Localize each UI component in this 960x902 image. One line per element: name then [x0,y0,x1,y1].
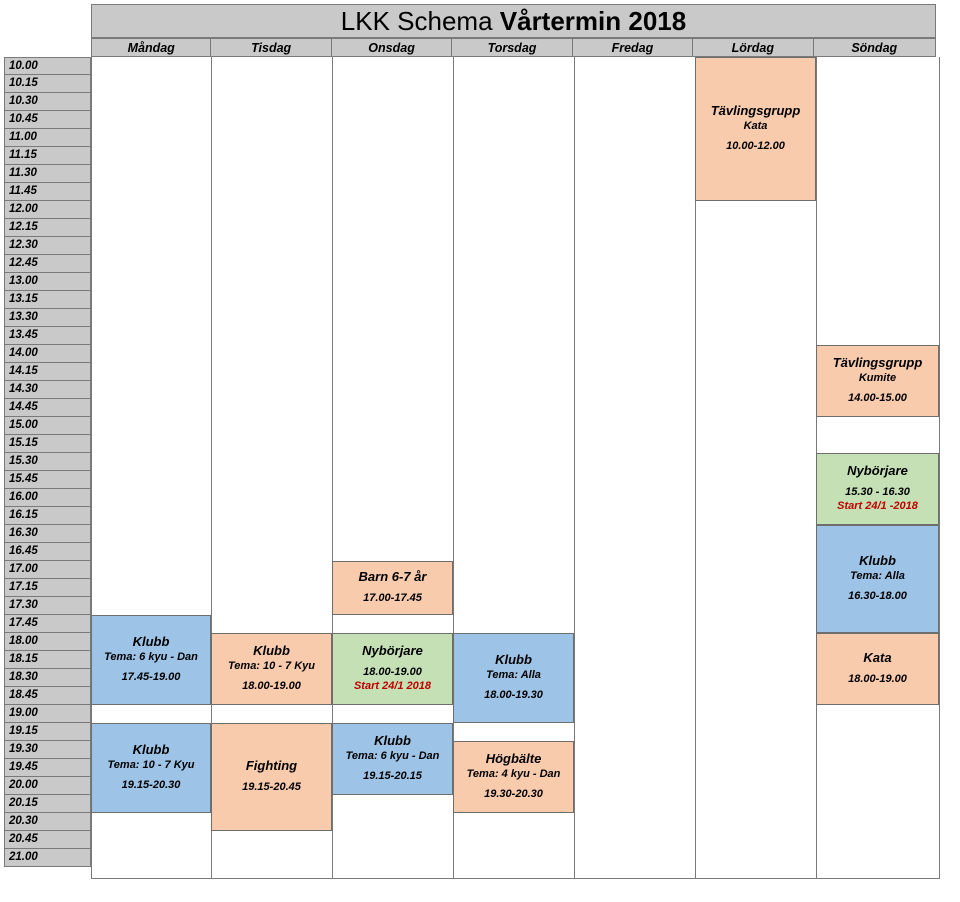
time-label: 14.15 [4,363,91,381]
event-subtitle: Tema: 6 kyu - Dan [345,750,440,763]
time-label: 10.45 [4,111,91,129]
event-man-klubb-6kyu[interactable] [91,615,211,705]
time-label: 13.15 [4,291,91,309]
day-header-fredag: Fredag [572,38,693,57]
time-label: 13.00 [4,273,91,291]
event-time: 19.15-20.30 [121,779,181,792]
time-label: 14.00 [4,345,91,363]
event-subtitle: Tema: 4 kyu - Dan [466,768,561,781]
day-header-söndag: Söndag [813,38,936,57]
event-title: Barn 6-7 år [358,569,427,585]
event-time: 14.00-15.00 [848,392,907,405]
time-label: 18.45 [4,687,91,705]
event-subtitle: Tema: 6 kyu - Dan [104,651,198,664]
event-subtitle: Tema: Alla [850,570,905,583]
time-label: 18.15 [4,651,91,669]
time-label: 12.45 [4,255,91,273]
event-title: Tävlingsgrupp [710,103,801,119]
event-title: Högbälte [485,751,542,767]
schedule-title-bar [91,4,936,38]
page-title [341,6,686,37]
event-note: Start 24/1 2018 [353,680,432,693]
time-label: 13.45 [4,327,91,345]
time-label: 10.30 [4,93,91,111]
time-label: 17.30 [4,597,91,615]
event-title: Klubb [859,553,896,569]
event-time: 18.00-19.00 [848,673,907,686]
time-label: 15.45 [4,471,91,489]
event-subtitle: Tema: 10 - 7 Kyu [107,759,195,772]
time-label: 12.30 [4,237,91,255]
event-title: Nybörjare [362,643,423,659]
event-tor-klubb-alla[interactable] [453,633,574,723]
time-label: 17.15 [4,579,91,597]
event-time: 15.30 - 16.30 [845,486,910,499]
event-son-tavlingsgrupp-kumite[interactable] [816,345,939,417]
time-label: 17.45 [4,615,91,633]
event-time: 17.00-17.45 [363,592,422,605]
event-subtitle: Kata [743,120,768,133]
time-label: 20.30 [4,813,91,831]
time-label: 11.15 [4,147,91,165]
event-tor-hogbalte[interactable] [453,741,574,813]
event-man-klubb-10-7kyu[interactable] [91,723,211,813]
event-time: 18.00-19.00 [363,666,422,679]
time-label: 16.15 [4,507,91,525]
event-title: Klubb [132,634,170,650]
time-label: 16.45 [4,543,91,561]
time-label: 17.00 [4,561,91,579]
event-tis-fighting[interactable] [211,723,332,831]
time-label: 19.45 [4,759,91,777]
event-time: 16.30-18.00 [848,590,907,603]
time-label: 11.30 [4,165,91,183]
page-title-bold: Vårtermin 2018 [499,5,687,36]
page-title-thin: LKK Schema [340,5,500,36]
time-label: 10.00 [4,57,91,75]
event-title: Kata [863,650,892,666]
time-label: 15.15 [4,435,91,453]
time-label: 11.00 [4,129,91,147]
day-header-lördag: Lördag [692,38,813,57]
event-ons-nyborjare[interactable] [332,633,453,705]
event-time: 18.00-19.30 [484,689,543,702]
time-label: 14.45 [4,399,91,417]
day-header-tisdag: Tisdag [210,38,331,57]
time-label: 19.30 [4,741,91,759]
time-label: 20.45 [4,831,91,849]
time-column [4,57,91,867]
time-label: 11.45 [4,183,91,201]
event-title: Fighting [245,758,298,774]
time-label: 16.30 [4,525,91,543]
day-header-måndag: Måndag [91,38,211,57]
event-note: Start 24/1 -2018 [837,500,918,513]
event-title: Klubb [253,643,290,659]
event-subtitle: Tema: 10 - 7 Kyu [227,660,315,673]
event-title: Klubb [495,652,532,668]
time-label: 12.15 [4,219,91,237]
time-label: 12.00 [4,201,91,219]
time-label: 18.00 [4,633,91,651]
event-title: Nybörjare [847,463,908,479]
event-title: Tävlingsgrupp [832,355,923,371]
day-header-row [91,38,936,57]
day-column-fredag [574,57,696,879]
time-label: 10.15 [4,75,91,93]
day-header-onsdag: Onsdag [331,38,452,57]
time-label: 19.00 [4,705,91,723]
time-label: 15.00 [4,417,91,435]
event-title: Klubb [132,742,170,758]
time-label: 20.15 [4,795,91,813]
schedule-grid [91,57,936,879]
event-son-kata[interactable] [816,633,939,705]
event-time: 10.00-12.00 [726,140,785,153]
event-ons-klubb-6kyu[interactable] [332,723,453,795]
event-tis-klubb-10-7kyu[interactable] [211,633,332,705]
event-subtitle: Tema: Alla [486,669,541,682]
day-header-torsdag: Torsdag [451,38,572,57]
event-subtitle: Kumite [858,372,897,385]
event-son-nyborjare[interactable] [816,453,939,525]
time-label: 21.00 [4,849,91,867]
event-time: 19.30-20.30 [484,788,543,801]
event-lor-tavlingsgrupp-kata[interactable] [695,57,816,201]
event-ons-barn[interactable] [332,561,453,615]
time-label: 14.30 [4,381,91,399]
event-time: 19.15-20.15 [363,770,422,783]
event-time: 19.15-20.45 [242,781,301,794]
event-time: 18.00-19.00 [242,680,301,693]
time-label: 16.00 [4,489,91,507]
time-label: 15.30 [4,453,91,471]
event-time: 17.45-19.00 [121,671,181,684]
time-label: 18.30 [4,669,91,687]
time-label: 19.15 [4,723,91,741]
event-son-klubb-alla[interactable] [816,525,939,633]
time-label: 13.30 [4,309,91,327]
time-label: 20.00 [4,777,91,795]
event-title: Klubb [374,733,411,749]
